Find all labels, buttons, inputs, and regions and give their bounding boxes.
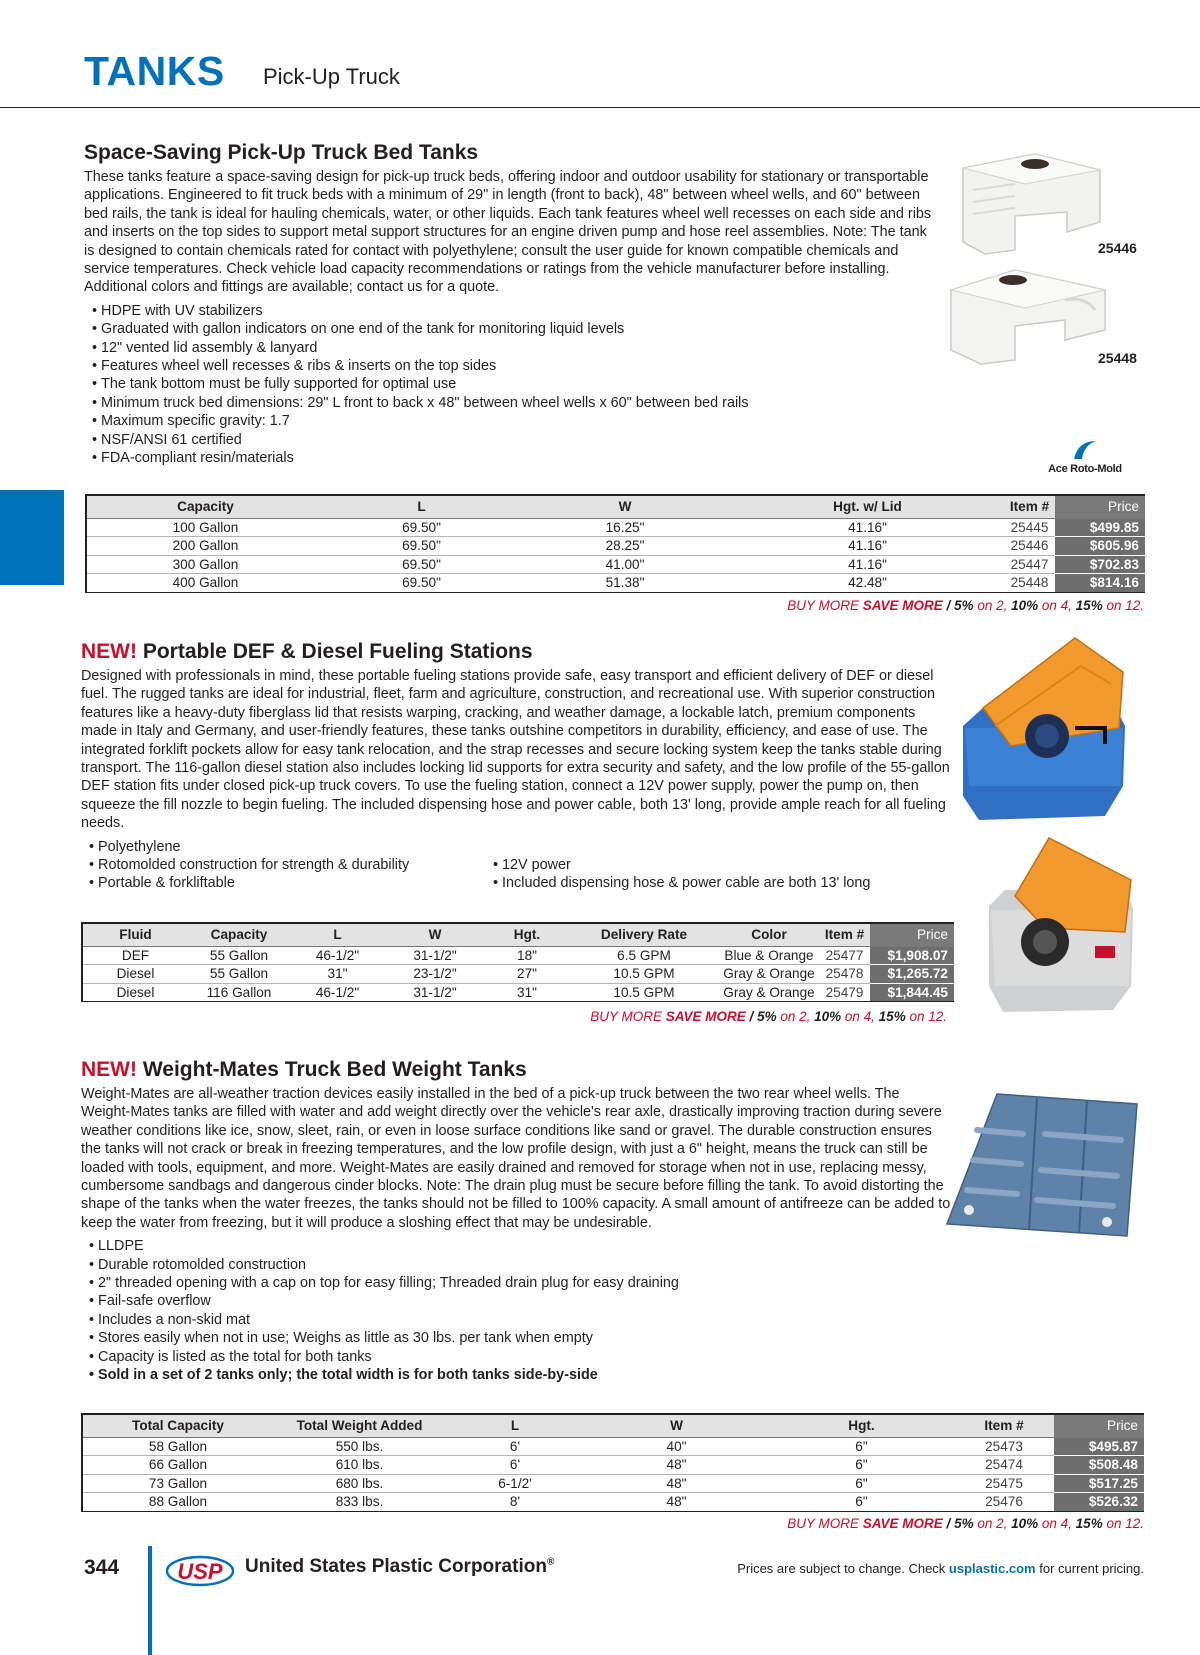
feature-list-item: • Portable & forkliftable: [89, 874, 409, 892]
ace-roto-mold-logo: [1040, 437, 1130, 475]
price-cell: $1,908.07: [870, 946, 954, 965]
feature-list-item: • Graduated with gallon indicators on one end of the tank for monitoring liquid levels: [92, 320, 934, 338]
column-header: Capacity: [87, 496, 324, 518]
table-cell: 31": [485, 983, 569, 1002]
weight-mates-tank-image: [937, 1090, 1147, 1240]
promo-p2: 10%: [814, 1009, 842, 1024]
table-cell: 6": [769, 1493, 954, 1512]
promo-t1: on 2,: [973, 598, 1012, 613]
table-cell: 6": [769, 1456, 954, 1475]
table-row: [83, 946, 954, 965]
tank-image-25446: [955, 150, 1105, 255]
feature-list-item: • Maximum specific gravity: 1.7: [92, 412, 934, 430]
section-title: [81, 1057, 951, 1083]
feature-list-item: • Polyethylene: [89, 838, 409, 856]
spec-table-1: [85, 494, 1145, 593]
column-header: Hgt.: [485, 924, 569, 946]
brand-logo-text: Ace Roto-Mold: [1048, 463, 1122, 475]
table-cell: 48": [584, 1456, 769, 1475]
column-header: Item #: [954, 1415, 1054, 1437]
section-tab-marker: [0, 490, 64, 585]
feature-list-item-bold: • Sold in a set of 2 tanks only; the total width is for both tanks side-by-side: [89, 1366, 951, 1384]
column-header: Item #: [819, 924, 870, 946]
column-header: W: [584, 1415, 769, 1437]
item-number-cell: 25447: [1004, 555, 1055, 574]
feature-list-item: • HDPE with UV stabilizers: [92, 302, 934, 320]
item-number-cell: 25479: [819, 983, 870, 1002]
table-cell: 69.50": [324, 537, 519, 556]
table-cell: 23-1/2": [385, 965, 485, 984]
feature-list-item: • FDA-compliant resin/materials: [92, 449, 934, 467]
feature-list-item: • Rotomolded construction for strength & durability: [89, 856, 409, 874]
feature-list-item: • Capacity is listed as the total for both tanks: [89, 1348, 951, 1366]
column-header: Price: [870, 924, 954, 946]
section-description: Designed with professionals in mind, these portable fueling stations provide safe, easy transport and efficient delivery of DEF or diesel fuel. The rugged tanks are ideal for industrial, fleet, farm and agriculture, construction, and recreational use. With superior construction features like a heavy-duty fiberglass lid that resists warping, cracking, and weather damage, a lockable latch, premium components made in Italy and Germany, and user-friendly features, these tanks outshine competitors in durability, efficiency, and ease of use. The integrated forklift pockets allow for easy tank relocation, and the strap recesses and secure locking system keep the tanks stable during transport. The 116-gallon diesel station also includes locking lid supports for extra security and safety, and the low profile of the 55-gallon DEF station fits under closed pick-up truck covers. To use the fueling station, connect a 12V power supply, power the pump on, then squeeze the fill nozzle to begin fueling. The included dispensing hose and power cable, both 13' long, provide ample reach for all fueling needs.: [81, 668, 950, 832]
table-cell: 88 Gallon: [83, 1493, 273, 1512]
table-cell: Blue & Orange: [719, 946, 819, 965]
table-row: [83, 1474, 1144, 1493]
table-cell: 6': [446, 1456, 584, 1475]
disclaimer-post: for current pricing.: [1035, 1561, 1144, 1576]
column-header: Capacity: [188, 924, 290, 946]
table-cell: 41.00": [519, 555, 731, 574]
promo-save: SAVE MORE: [862, 598, 943, 613]
table-cell: Gray & Orange: [719, 965, 819, 984]
company-name-text: United States Plastic Corporation: [245, 1556, 547, 1577]
table-row: [87, 555, 1145, 574]
table-row: [83, 1456, 1144, 1475]
diesel-fueling-station-image: [985, 836, 1135, 1014]
page-number: 344: [84, 1556, 120, 1579]
table-row: [87, 574, 1145, 593]
usp-logo-text: USP: [177, 1559, 223, 1584]
section-weight-mates: [81, 1057, 951, 1385]
table-row: [83, 983, 954, 1002]
table-cell: 400 Gallon: [87, 574, 324, 593]
promo-t1: on 2,: [973, 1516, 1012, 1531]
promo-p2: 10%: [1011, 598, 1039, 613]
table-cell: 42.48": [731, 574, 1004, 593]
promo-save: SAVE MORE: [862, 1516, 943, 1531]
item-number-cell: 25474: [954, 1456, 1054, 1475]
column-header: L: [324, 496, 519, 518]
brand-swoosh-icon: [1070, 437, 1100, 463]
promo-slash: /: [745, 1009, 758, 1024]
table-cell: 6": [769, 1474, 954, 1493]
footer-divider: [148, 1546, 152, 1655]
table-cell: 48": [584, 1493, 769, 1512]
feature-list-item: • Included dispensing hose & power cable are both 13' long: [493, 874, 870, 892]
new-badge: NEW!: [81, 640, 137, 663]
website-link[interactable]: usplastic.com: [948, 1561, 1036, 1576]
column-header: W: [519, 496, 731, 518]
column-header: L: [446, 1415, 584, 1437]
table-cell: 550 lbs.: [273, 1437, 446, 1456]
column-header: Delivery Rate: [569, 924, 719, 946]
section-fueling-stations: [81, 639, 951, 900]
item-number-cell: 25478: [819, 965, 870, 984]
page-title: TANKS: [84, 48, 225, 94]
table-cell: 31-1/2": [385, 983, 485, 1002]
table-row: [83, 965, 954, 984]
item-number-cell: 25448: [1004, 574, 1055, 593]
table-cell: 300 Gallon: [87, 555, 324, 574]
table-cell: 10.5 GPM: [569, 965, 719, 984]
price-cell: $1,265.72: [870, 965, 954, 984]
price-cell: $495.87: [1054, 1437, 1144, 1456]
table-cell: 100 Gallon: [87, 518, 324, 537]
table-cell: 69.50": [324, 555, 519, 574]
column-header: Hgt.: [769, 1415, 954, 1437]
table-cell: 610 lbs.: [273, 1456, 446, 1475]
column-header: Color: [719, 924, 819, 946]
section-space-saving-tanks: [84, 140, 934, 468]
tank-image-25448: [945, 260, 1110, 365]
promo-p1: 5%: [757, 1009, 777, 1024]
promo-t1: on 2,: [776, 1009, 815, 1024]
promo-prefix: BUY MORE: [787, 1516, 863, 1531]
section-title-text: Weight-Mates Truck Bed Weight Tanks: [137, 1058, 527, 1081]
table-cell: 41.16": [731, 518, 1004, 537]
feature-list-item: • 12V power: [493, 856, 870, 874]
table-cell: 41.16": [731, 555, 1004, 574]
spec-table-2: [81, 922, 954, 1002]
feature-list-item: • 12" vented lid assembly & lanyard: [92, 339, 934, 357]
section-title: [81, 639, 951, 665]
image-label-25448: 25448: [1098, 350, 1137, 366]
table-header-row: [83, 924, 954, 946]
table-cell: 40": [584, 1437, 769, 1456]
feature-list-item: • Durable rotomolded construction: [89, 1256, 951, 1274]
table-cell: 31-1/2": [385, 946, 485, 965]
promo-text-3: [600, 1516, 1144, 1531]
image-label-25446: 25446: [1098, 240, 1137, 256]
pricing-disclaimer: [737, 1561, 1144, 1576]
item-number-cell: 25476: [954, 1493, 1054, 1512]
table-cell: 200 Gallon: [87, 537, 324, 556]
promo-text-1: [600, 598, 1144, 613]
table-cell: 27": [485, 965, 569, 984]
disclaimer-pre: Prices are subject to change. Check: [737, 1561, 949, 1576]
promo-t3: on 12.: [905, 1009, 947, 1024]
section-description: Weight-Mates are all-weather traction devices easily installed in the bed of a pick-up truck between the two rear wheel wells. The Weight-Mates tanks are filled with water and add weight directly over the vehicle's rear axle, drastically improving traction during severe weather conditions like ice, snow, sleet, rain, or even in loose surface conditions like sand or gravel. The durable construction ensures the tanks will not crack or break in freezing temperatures, and the low profile design, with just a 6" height, means the truck can still be loaded with tools, equipment, and more. Weight-Mates are easily drained and removed for storage when not in use, replacing messy, cumbersome sandbags and dangerous cinder blocks. Note: The drain plug must be secure before filling the tank. To avoid distorting the shape of the tanks when the water freezes, the tanks should not be filled to 100% capacity. A small amount of antifreeze can be added to keep the water from freezing, but it will produce a sloshing effect that may be undesirable.: [81, 1086, 951, 1231]
feature-list-item: • Features wheel well recesses & ribs & inserts on the top sides: [92, 357, 934, 375]
table-cell: 16.25": [519, 518, 731, 537]
table-row: [87, 518, 1145, 537]
table-cell: 55 Gallon: [188, 965, 290, 984]
table-cell: 55 Gallon: [188, 946, 290, 965]
spec-table-3: [81, 1413, 1144, 1512]
page-header: [0, 0, 1200, 108]
price-cell: $702.83: [1055, 555, 1145, 574]
table-cell: 18": [485, 946, 569, 965]
column-header: Price: [1055, 496, 1145, 518]
table-cell: 69.50": [324, 518, 519, 537]
feature-list-right: [493, 856, 870, 893]
section-title: Space-Saving Pick-Up Truck Bed Tanks: [84, 141, 479, 164]
usp-logo: [166, 1554, 234, 1588]
column-header: Hgt. w/ Lid: [731, 496, 1004, 518]
new-badge: NEW!: [81, 1058, 137, 1081]
promo-prefix: BUY MORE: [787, 598, 863, 613]
promo-slash: /: [942, 1516, 955, 1531]
price-cell: $1,844.45: [870, 983, 954, 1002]
promo-slash: /: [942, 598, 955, 613]
feature-list: [89, 1237, 951, 1384]
table-cell: DEF: [83, 946, 188, 965]
promo-text-2: [420, 1009, 947, 1024]
promo-t2: on 4,: [1038, 1516, 1076, 1531]
promo-prefix: BUY MORE: [590, 1009, 666, 1024]
feature-list-item: • Includes a non-skid mat: [89, 1311, 951, 1329]
column-header: Fluid: [83, 924, 188, 946]
table-cell: 10.5 GPM: [569, 983, 719, 1002]
registered-mark: ®: [546, 1556, 555, 1568]
table-row: [83, 1437, 1144, 1456]
promo-t3: on 12.: [1102, 598, 1144, 613]
table-cell: 116 Gallon: [188, 983, 290, 1002]
table-cell: 73 Gallon: [83, 1474, 273, 1493]
column-header: Total Weight Added: [273, 1415, 446, 1437]
item-number-cell: 25473: [954, 1437, 1054, 1456]
price-cell: $814.16: [1055, 574, 1145, 593]
promo-t3: on 12.: [1102, 1516, 1144, 1531]
table-row: [87, 537, 1145, 556]
section-description: These tanks feature a space-saving design for pick-up truck beds, offering indoor and outdoor usability for stationary or transportable applications. Engineered to fit truck beds with a minimum of 29" in length (front to back), 48" between wheel wells, and 60" between bed rails, the tank is ideal for hauling chemicals, water, or other liquids. Each tank features wheel well recesses on each side and ribs and inserts on the top sides to support metal support structures for an engine driven pump and hose reel assemblies. Note: The tank is designed to contain chemicals rated for contact with polyethylene; consult the user guide for known compatible chemicals and service temperatures. Check vehicle load capacity recommendations or ratings from the vehicle manufacturer before installing. Additional colors and fittings are available; contact us for a quote.: [84, 169, 932, 296]
table-cell: 6": [769, 1437, 954, 1456]
page-subtitle: Pick-Up Truck: [263, 64, 400, 89]
column-header: Item #: [1004, 496, 1055, 518]
promo-save: SAVE MORE: [665, 1009, 746, 1024]
feature-list: [92, 302, 934, 468]
promo-p1: 5%: [954, 598, 974, 613]
table-cell: 48": [584, 1474, 769, 1493]
table-cell: Diesel: [83, 965, 188, 984]
table-cell: Diesel: [83, 983, 188, 1002]
table-cell: 8': [446, 1493, 584, 1512]
table-cell: 58 Gallon: [83, 1437, 273, 1456]
feature-list-item: • The tank bottom must be fully supported for optimal use: [92, 375, 934, 393]
table-cell: 680 lbs.: [273, 1474, 446, 1493]
feature-list-item: • 2" threaded opening with a cap on top for easy filling; Threaded drain plug for easy draining: [89, 1274, 951, 1292]
promo-p3: 15%: [878, 1009, 906, 1024]
table-cell: 46-1/2": [290, 946, 385, 965]
item-number-cell: 25446: [1004, 537, 1055, 556]
promo-t2: on 4,: [841, 1009, 879, 1024]
company-name: [245, 1556, 554, 1578]
promo-p3: 15%: [1075, 1516, 1103, 1531]
table-row: [83, 1493, 1144, 1512]
table-header-row: [83, 1415, 1144, 1437]
feature-list-item: • Minimum truck bed dimensions: 29" L front to back x 48" between wheel wells x 60" between bed rails: [92, 394, 934, 412]
column-header: Price: [1054, 1415, 1144, 1437]
feature-list-left: [89, 838, 409, 893]
table-header-row: [87, 496, 1145, 518]
table-cell: 28.25": [519, 537, 731, 556]
promo-t2: on 4,: [1038, 598, 1076, 613]
table-cell: Gray & Orange: [719, 983, 819, 1002]
item-number-cell: 25445: [1004, 518, 1055, 537]
table-cell: 46-1/2": [290, 983, 385, 1002]
table-cell: 31": [290, 965, 385, 984]
def-fueling-station-image: [955, 636, 1130, 826]
item-number-cell: 25477: [819, 946, 870, 965]
section-title-text: Portable DEF & Diesel Fueling Stations: [137, 640, 533, 663]
table-cell: 41.16": [731, 537, 1004, 556]
price-cell: $517.25: [1054, 1474, 1144, 1493]
table-cell: 66 Gallon: [83, 1456, 273, 1475]
promo-p3: 15%: [1075, 598, 1103, 613]
feature-list-item: • LLDPE: [89, 1237, 951, 1255]
promo-p1: 5%: [954, 1516, 974, 1531]
feature-list-item: • NSF/ANSI 61 certified: [92, 431, 934, 449]
column-header: L: [290, 924, 385, 946]
table-cell: 69.50": [324, 574, 519, 593]
promo-p2: 10%: [1011, 1516, 1039, 1531]
column-header: W: [385, 924, 485, 946]
table-cell: 6': [446, 1437, 584, 1456]
price-cell: $499.85: [1055, 518, 1145, 537]
price-cell: $508.48: [1054, 1456, 1144, 1475]
table-cell: 833 lbs.: [273, 1493, 446, 1512]
price-cell: $605.96: [1055, 537, 1145, 556]
feature-list-item: • Stores easily when not in use; Weighs as little as 30 lbs. per tank when empty: [89, 1329, 951, 1347]
table-cell: 6-1/2': [446, 1474, 584, 1493]
table-cell: 51.38": [519, 574, 731, 593]
table-cell: 6.5 GPM: [569, 946, 719, 965]
price-cell: $526.32: [1054, 1493, 1144, 1512]
feature-list-item: • Fail-safe overflow: [89, 1292, 951, 1310]
column-header: Total Capacity: [83, 1415, 273, 1437]
item-number-cell: 25475: [954, 1474, 1054, 1493]
